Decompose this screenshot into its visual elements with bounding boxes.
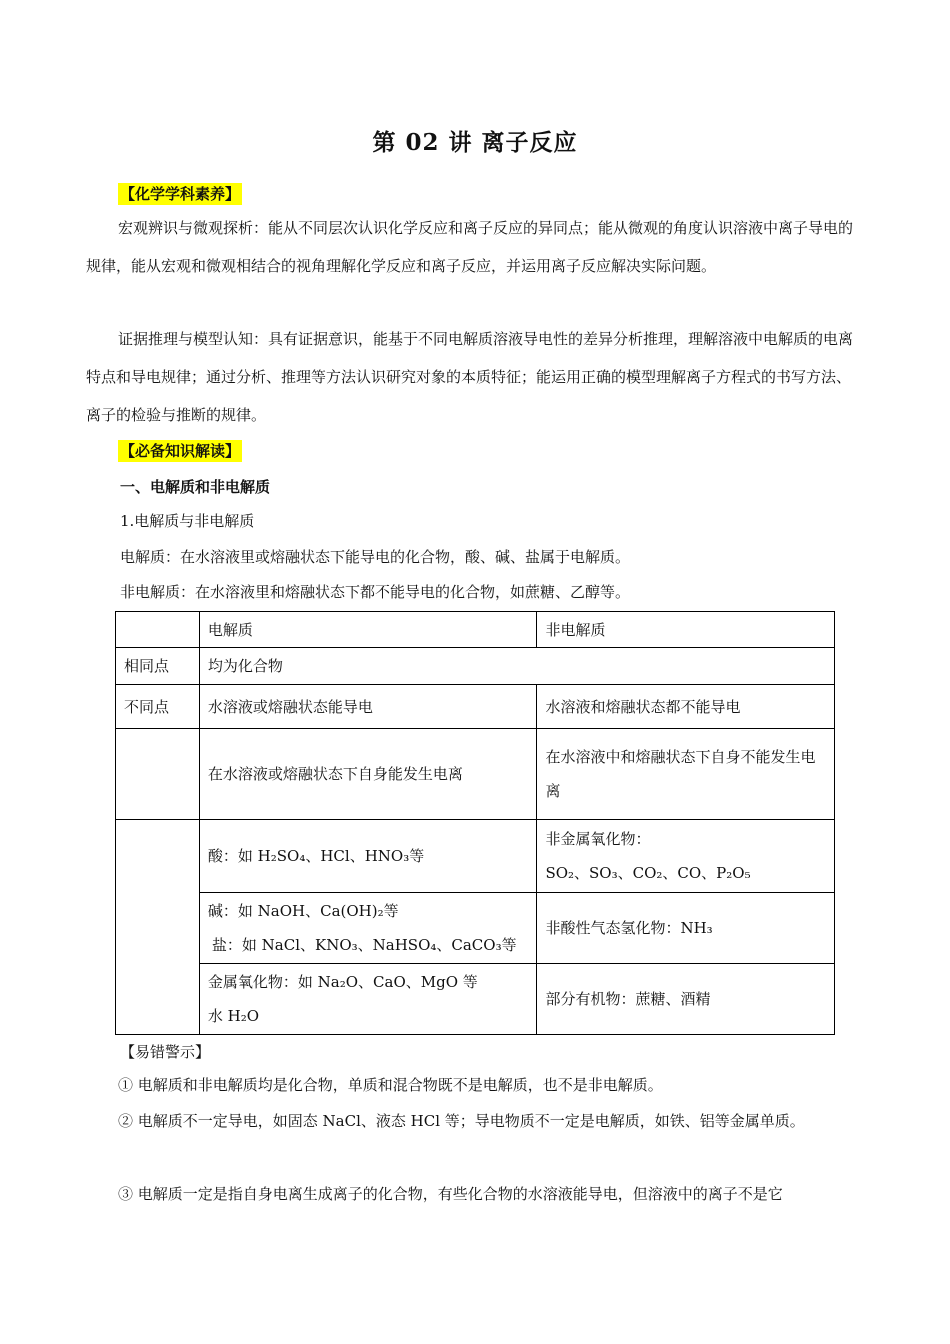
cell-hydride: 非酸性气态氢化物：NH₃ bbox=[537, 893, 835, 964]
water-example: 水 H₂O bbox=[207, 1007, 260, 1025]
definition-nonelectrolyte: 非电解质：在水溶液里和熔融状态下都不能导电的化合物，如蔗糖、乙醇等。 bbox=[120, 583, 631, 601]
table-cell: 在水溶液或熔融状态下自身能发生电离 bbox=[199, 729, 537, 820]
salt-example: 盐：如 NaCl、KNO₃、NaHSO₄、CaCO₃等 bbox=[211, 936, 517, 954]
table-header-cell bbox=[116, 612, 200, 648]
comparison-table bbox=[115, 611, 835, 1035]
warning-item-1: ① 电解质和非电解质均是化合物，单质和混合物既不是电解质，也不是非电解质。 bbox=[118, 1076, 663, 1094]
warning-item-3: ③ 电解质一定是指自身电离生成离子的化合物，有些化合物的水溶液能导电，但溶液中的离子不是它 bbox=[118, 1185, 783, 1203]
cell-base-salt bbox=[199, 893, 537, 964]
table-row-ionization bbox=[116, 729, 835, 820]
nonmetal-oxide-label: 非金属氧化物： bbox=[545, 830, 651, 848]
section-tag-literacy: 【化学学科素养】 bbox=[120, 185, 241, 203]
table-row-diff bbox=[116, 685, 835, 729]
base-example: 碱：如 NaOH、Ca(OH)₂等 bbox=[207, 902, 399, 920]
subheading-electrolytes: 1.电解质与非电解质 bbox=[120, 512, 255, 530]
table-header-row bbox=[116, 612, 835, 648]
table-cell-empty bbox=[116, 820, 200, 1035]
warning-item-2: ② 电解质不一定导电，如固态 NaCl、液态 HCl 等；导电物质不一定是电解质，如铁、铝等金属单质。 bbox=[118, 1112, 805, 1130]
table-cell: 在水溶液中和熔融状态下自身不能发生电离 bbox=[537, 729, 835, 820]
cell-organic: 部分有机物：蔗糖、酒精 bbox=[537, 964, 835, 1035]
metal-oxide-example: 金属氧化物：如 Na₂O、CaO、MgO 等 bbox=[207, 973, 478, 991]
table-row-examples-2 bbox=[116, 893, 835, 964]
table-row-examples-3 bbox=[116, 964, 835, 1035]
cell-acid-example: 酸：如 H₂SO₄、HCl、HNO₃等 bbox=[199, 820, 537, 893]
table-header-cell: 非电解质 bbox=[537, 612, 835, 648]
cell-same-value: 均为化合物 bbox=[199, 648, 834, 685]
page-title: 第 02 讲 离子反应 bbox=[372, 129, 578, 156]
table-cell: 水溶液和熔融状态都不能导电 bbox=[537, 685, 835, 729]
warning-label: 【易错警示】 bbox=[120, 1043, 211, 1061]
paragraph-macro-micro: 宏观辨识与微观探析：能从不同层次认识化学反应和离子反应的异同点；能从微观的角度认识溶液中离子导电的规律，能从宏观和微观相结合的视角理解化学反应和离子反应，并运用离子反应解决实际问题。 bbox=[86, 219, 854, 275]
row-label-diff: 不同点 bbox=[116, 685, 200, 729]
paragraph-evidence-model: 证据推理与模型认知：具有证据意识，能基于不同电解质溶液导电性的差异分析推理，理解溶液中电解质的电离特点和导电规律；通过分析、推理等方法认识研究对象的本质特征；能运用正确的模型理解离子方程式的书写方法、离子的检验与推断的规律。 bbox=[86, 330, 854, 424]
heading-electrolytes: 一、电解质和非电解质 bbox=[120, 478, 271, 496]
cell-metal-oxide-water bbox=[199, 964, 537, 1035]
nonmetal-oxide-list: SO₂、SO₃、CO₂、CO、P₂O₅ bbox=[545, 864, 751, 882]
table-row-examples-1 bbox=[116, 820, 835, 893]
table-cell: 水溶液或熔融状态能导电 bbox=[199, 685, 537, 729]
section-tag-knowledge: 【必备知识解读】 bbox=[120, 442, 241, 460]
definition-electrolyte: 电解质：在水溶液里或熔融状态下能导电的化合物，酸、碱、盐属于电解质。 bbox=[120, 548, 631, 566]
table-cell-empty bbox=[116, 729, 200, 820]
row-label-same: 相同点 bbox=[116, 648, 200, 685]
cell-nonmetal-oxide bbox=[537, 820, 835, 893]
table-row-same bbox=[116, 648, 835, 685]
table-header-cell: 电解质 bbox=[199, 612, 537, 648]
